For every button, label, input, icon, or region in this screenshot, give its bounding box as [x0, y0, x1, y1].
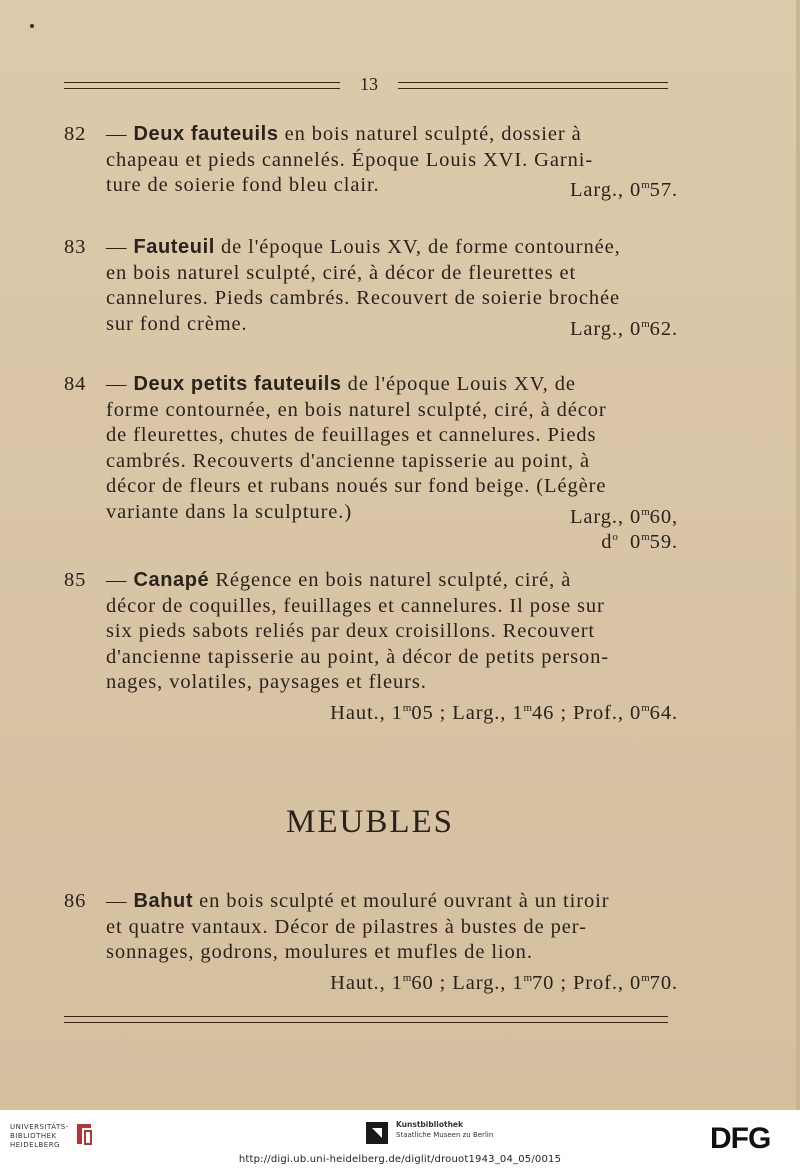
lot-number: 83 — [64, 236, 87, 258]
catalog-entry-86 — [64, 889, 678, 994]
catalog-entry-84 — [64, 372, 678, 551]
page-header — [64, 74, 668, 96]
lot-text: de l'époque Louis XV, de forme contournée, — [214, 236, 621, 258]
page-edge — [796, 0, 800, 1110]
ink-dot — [30, 24, 34, 28]
lot-text: nages, volatiles, paysages et fleurs. — [106, 671, 427, 693]
lot-text: six pieds sabots reliés par deux croisillons. Recouvert — [106, 620, 596, 642]
lot-text: variante dans la sculpture.) — [106, 500, 353, 523]
kunstbibliothek-logo-icon — [366, 1122, 388, 1144]
lot-title: Deux fauteuils — [133, 123, 279, 145]
lot-dash: — — [106, 373, 128, 395]
lot-text: de fleurettes, chutes de feuillages et cannelures. Pieds — [106, 424, 597, 446]
dfg-logo: DFG — [710, 1122, 771, 1155]
lot-text: Régence en bois naturel sculpté, ciré, à — [209, 569, 572, 591]
lot-dimensions: Larg., 0$^m$60, — [569, 505, 678, 528]
lot-text: cannelures. Pieds cambrés. Recouvert de soierie brochée — [106, 287, 620, 309]
lot-dimensions: Haut., 1$^m$60 ; Larg., 1$^m$70 ; Prof., 0$^m$70. — [330, 971, 678, 994]
catalog-entry-85 — [64, 568, 678, 724]
lot-text: d'ancienne tapisserie au point, à décor de petits person- — [106, 645, 609, 668]
lot-text: forme contournée, en bois naturel sculpté, ciré, à décor — [106, 398, 607, 421]
lot-text: ture de soierie fond bleu clair. — [106, 174, 380, 196]
kunstbibliothek-label: Kunstbibliothek Staatliche Museen zu Berlin — [396, 1120, 494, 1139]
lot-dash: — — [106, 236, 128, 258]
lot-dash: — — [106, 123, 128, 145]
lot-text: sonnages, godrons, moulures et mufles de lion. — [106, 941, 533, 963]
header-rule-left — [64, 82, 340, 89]
lot-dimensions-ditto: $d^o$ 0$^m$59. — [601, 531, 678, 553]
lot-text: et quatre vantaux. Décor de pilastres à bustes de per- — [106, 915, 587, 938]
lot-dimensions: Larg., 0$^m$62. — [569, 317, 678, 340]
ub-heidelberg-logo-icon — [73, 1120, 95, 1148]
lot-title: Bahut — [133, 890, 194, 912]
lot-dash: — — [106, 890, 128, 912]
lot-number: 85 — [64, 569, 87, 591]
source-url[interactable]: http://digi.ub.uni-heidelberg.de/diglit/drouot1943_04_05/0015 — [238, 1154, 562, 1165]
lot-text: en bois sculpté et mouluré ouvrant à un tiroir — [193, 890, 610, 912]
catalog-entry-82 — [64, 122, 678, 199]
lot-text: sur fond crème. — [106, 312, 248, 335]
page-number: 13 — [360, 74, 378, 94]
lot-title: Fauteuil — [133, 236, 215, 258]
lot-text: de l'époque Louis XV, de — [341, 373, 576, 395]
lot-title: Canapé — [133, 569, 210, 591]
lot-text: en bois naturel sculpté, dossier à — [278, 123, 582, 145]
lot-text: chapeau et pieds cannelés. Époque Louis XVI. Garni- — [106, 148, 594, 171]
bottom-rule — [64, 1016, 668, 1023]
catalog-entry-83 — [64, 235, 678, 340]
header-rule-right — [398, 82, 668, 89]
lot-dash: — — [106, 569, 128, 591]
lot-dimensions: Haut., 1$^m$05 ; Larg., 1$^m$46 ; Prof., 0$^m$64. — [330, 701, 678, 724]
ub-heidelberg-label: UNIVERSITÄTS- BIBLIOTHEK HEIDELBERG — [10, 1123, 69, 1149]
section-title: MEUBLES — [285, 804, 454, 840]
viewer-footer — [0, 1110, 800, 1168]
lot-dimensions: Larg., 0$^m$57. — [569, 179, 678, 201]
lot-text: décor de fleurs et rubans noués sur fond beige. (Légère — [106, 475, 607, 497]
lot-number: 86 — [64, 890, 87, 912]
lot-number: 82 — [64, 123, 87, 145]
lot-text: cambrés. Recouverts d'ancienne tapisserie au point, à — [106, 449, 591, 472]
lot-title: Deux petits fauteuils — [133, 373, 342, 395]
lot-number: 84 — [64, 373, 87, 395]
lot-text: décor de coquilles, feuillages et cannelures. Il pose sur — [106, 594, 605, 617]
lot-text: en bois naturel sculpté, ciré, à décor de fleurettes et — [106, 261, 577, 284]
